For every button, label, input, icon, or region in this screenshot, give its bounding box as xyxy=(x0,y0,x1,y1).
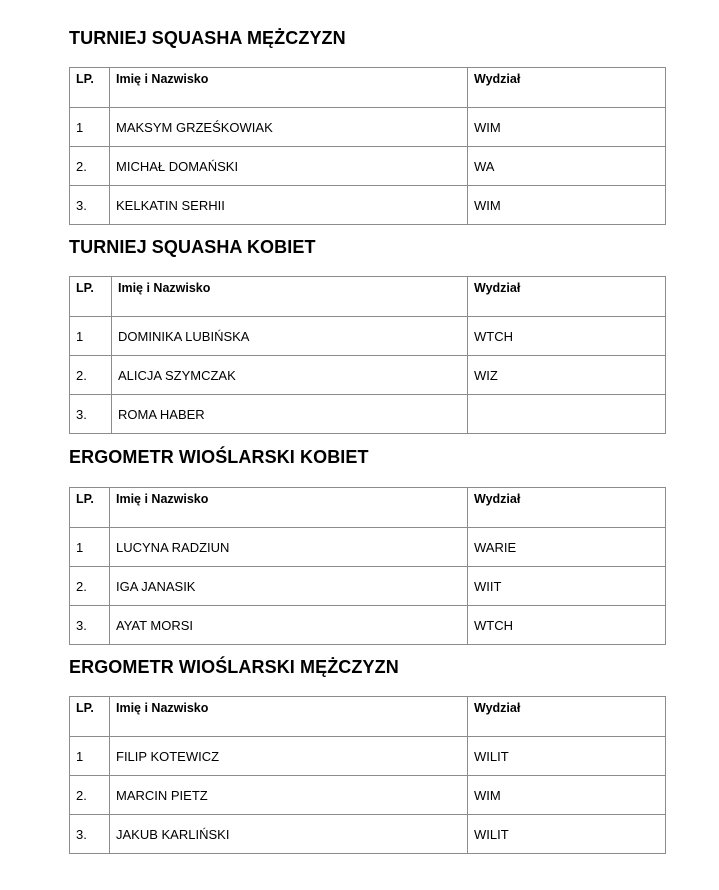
table-row xyxy=(70,317,666,356)
cell-name: ROMA HABER xyxy=(112,395,468,434)
table-row xyxy=(70,606,666,645)
cell-lp: 2. xyxy=(70,356,112,395)
cell-name: FILIP KOTEWICZ xyxy=(110,737,468,776)
cell-dept: WIIT xyxy=(468,567,666,606)
header-dept: Wydział xyxy=(468,488,666,528)
table-header-row xyxy=(70,697,666,737)
header-dept: Wydział xyxy=(468,277,666,317)
cell-name: MICHAŁ DOMAŃSKI xyxy=(110,147,468,186)
table-row xyxy=(70,108,666,147)
cell-lp: 1 xyxy=(70,108,110,147)
cell-lp: 2. xyxy=(70,567,110,606)
cell-dept: WILIT xyxy=(468,737,666,776)
table-row xyxy=(70,776,666,815)
cell-dept: WIM xyxy=(468,108,666,147)
table-header-row xyxy=(70,488,666,528)
table-row xyxy=(70,147,666,186)
cell-dept: WIZ xyxy=(468,356,666,395)
section-title-squash-men: TURNIEJ SQUASHA MĘŻCZYZN xyxy=(69,28,346,48)
cell-name: ALICJA SZYMCZAK xyxy=(112,356,468,395)
table-row xyxy=(70,356,666,395)
cell-lp: 3. xyxy=(70,815,110,854)
cell-name: KELKATIN SERHII xyxy=(110,186,468,225)
results-table-squash-men xyxy=(69,67,666,225)
cell-dept: WILIT xyxy=(468,815,666,854)
header-lp: LP. xyxy=(70,697,110,737)
cell-dept: WTCH xyxy=(468,606,666,645)
cell-dept: WIM xyxy=(468,776,666,815)
table-row xyxy=(70,395,666,434)
results-table-squash-women xyxy=(69,276,666,434)
table-header-row xyxy=(70,68,666,108)
cell-lp: 1 xyxy=(70,317,112,356)
table-row xyxy=(70,815,666,854)
cell-name: AYAT MORSI xyxy=(110,606,468,645)
header-lp: LP. xyxy=(70,68,110,108)
cell-lp: 1 xyxy=(70,737,110,776)
header-name: Imię i Nazwisko xyxy=(110,488,468,528)
section-title-ergometer-women: ERGOMETR WIOŚLARSKI KOBIET xyxy=(69,447,369,467)
cell-name: DOMINIKA LUBIŃSKA xyxy=(112,317,468,356)
table-header-row xyxy=(70,277,666,317)
results-table-ergometer-men xyxy=(69,696,666,854)
header-lp: LP. xyxy=(70,488,110,528)
cell-lp: 3. xyxy=(70,395,112,434)
cell-dept: WTCH xyxy=(468,317,666,356)
cell-dept: WARIE xyxy=(468,528,666,567)
header-name: Imię i Nazwisko xyxy=(110,68,468,108)
section-title-ergometer-men: ERGOMETR WIOŚLARSKI MĘŻCZYZN xyxy=(69,657,399,677)
cell-dept xyxy=(468,395,666,434)
results-table-ergometer-women xyxy=(69,487,666,645)
header-dept: Wydział xyxy=(468,697,666,737)
cell-name: IGA JANASIK xyxy=(110,567,468,606)
cell-lp: 3. xyxy=(70,606,110,645)
header-name: Imię i Nazwisko xyxy=(110,697,468,737)
header-lp: LP. xyxy=(70,277,112,317)
table-row xyxy=(70,567,666,606)
cell-name: LUCYNA RADZIUN xyxy=(110,528,468,567)
table-row xyxy=(70,186,666,225)
table-row xyxy=(70,528,666,567)
cell-name: MAKSYM GRZEŚKOWIAK xyxy=(110,108,468,147)
cell-dept: WA xyxy=(468,147,666,186)
cell-lp: 3. xyxy=(70,186,110,225)
cell-dept: WIM xyxy=(468,186,666,225)
cell-name: JAKUB KARLIŃSKI xyxy=(110,815,468,854)
section-title-squash-women: TURNIEJ SQUASHA KOBIET xyxy=(69,237,316,257)
cell-lp: 2. xyxy=(70,147,110,186)
cell-lp: 1 xyxy=(70,528,110,567)
table-row xyxy=(70,737,666,776)
header-name: Imię i Nazwisko xyxy=(112,277,468,317)
header-dept: Wydział xyxy=(468,68,666,108)
cell-lp: 2. xyxy=(70,776,110,815)
cell-name: MARCIN PIETZ xyxy=(110,776,468,815)
